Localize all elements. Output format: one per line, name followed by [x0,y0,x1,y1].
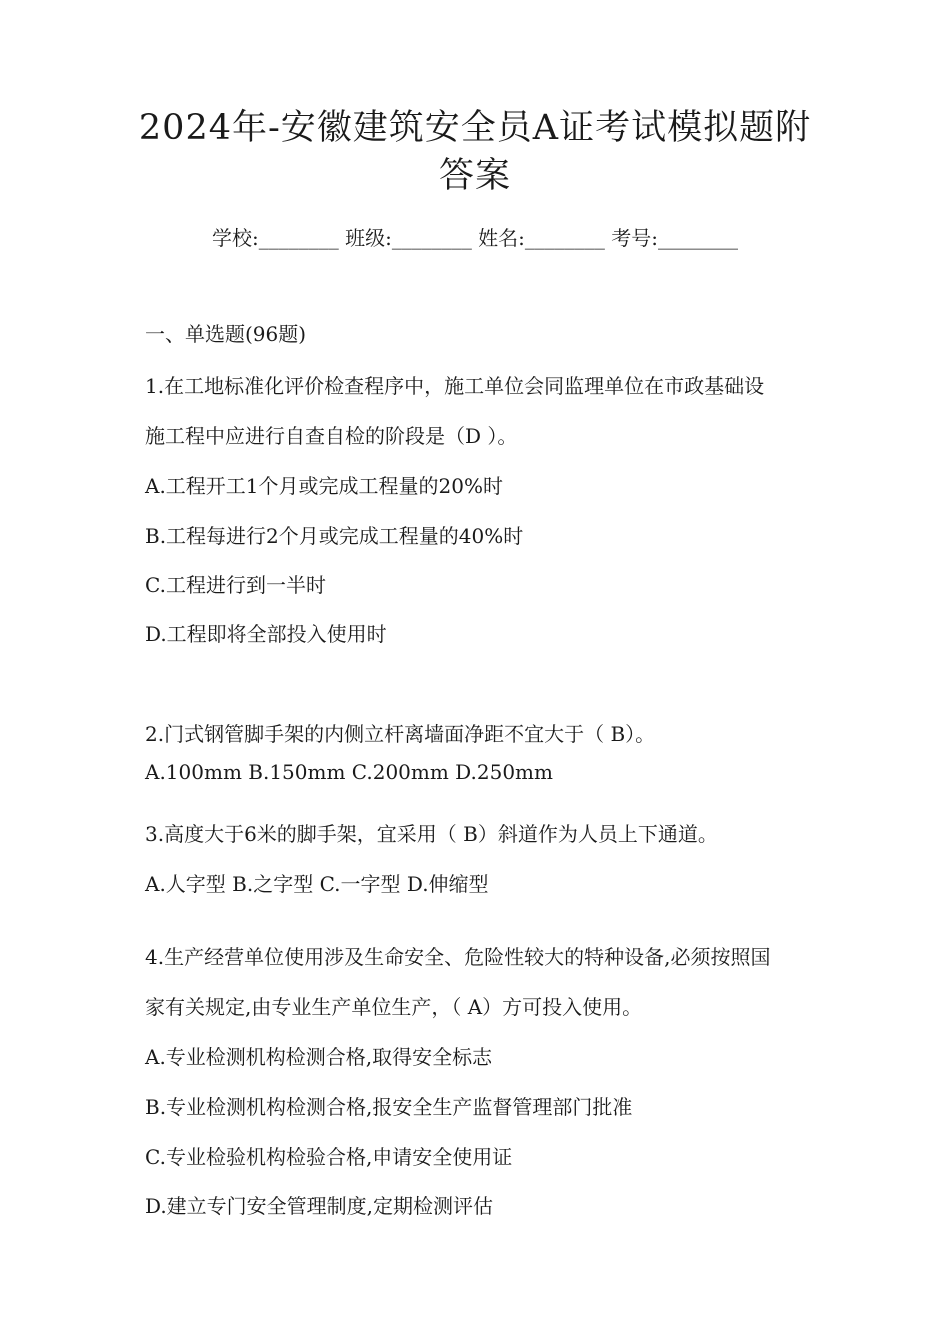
document-title-line1: 2024年-安徽建筑安全员A证考试模拟题附 [138,108,812,148]
question-4-option-c: C.专业检验机构检验合格,申请安全使用证 [145,1145,513,1169]
question-1-stem-line2: 施工程中应进行自查自检的阶段是（D ）。 [145,424,518,448]
question-1-option-d: D.工程即将全部投入使用时 [145,622,387,646]
question-4-option-b: B.专业检测机构检测合格,报安全生产监督管理部门批准 [145,1095,633,1119]
question-4-option-a: A.专业检测机构检测合格,取得安全标志 [145,1045,493,1069]
question-3-stem: 3.高度大于6米的脚手架，宜采用（ B）斜道作为人员上下通道。 [145,822,718,846]
question-3-options: A.人字型 B.之字型 C.一字型 D.伸缩型 [145,872,489,896]
question-2-stem: 2.门式钢管脚手架的内侧立杆离墙面净距不宜大于（ B）。 [145,722,656,746]
question-4-option-d: D.建立专门安全管理制度,定期检测评估 [145,1194,494,1218]
document-title-line2: 答案 [438,156,511,196]
question-1-stem-line1: 1.在工地标准化评价检查程序中，施工单位会同监理单位在市政基础设 [145,374,765,398]
question-2-options: A.100mm B.150mm C.200mm D.250mm [145,760,553,784]
student-info-line: 学校:________ 班级:________ 姓名:________ 考号:________ [211,226,739,250]
question-1-option-c: C.工程进行到一半时 [145,573,326,597]
question-1-option-a: A.工程开工1个月或完成工程量的20%时 [145,474,503,498]
section-heading: 一、单选题(96题) [145,322,307,346]
question-4-stem-line2: 家有关规定,由专业生产单位生产，（ A）方可投入使用。 [145,995,643,1019]
question-4-stem-line1: 4.生产经营单位使用涉及生命安全、危险性较大的特种设备,必须按照国 [145,945,771,969]
question-1-option-b: B.工程每进行2个月或完成工程量的40%时 [145,524,524,548]
